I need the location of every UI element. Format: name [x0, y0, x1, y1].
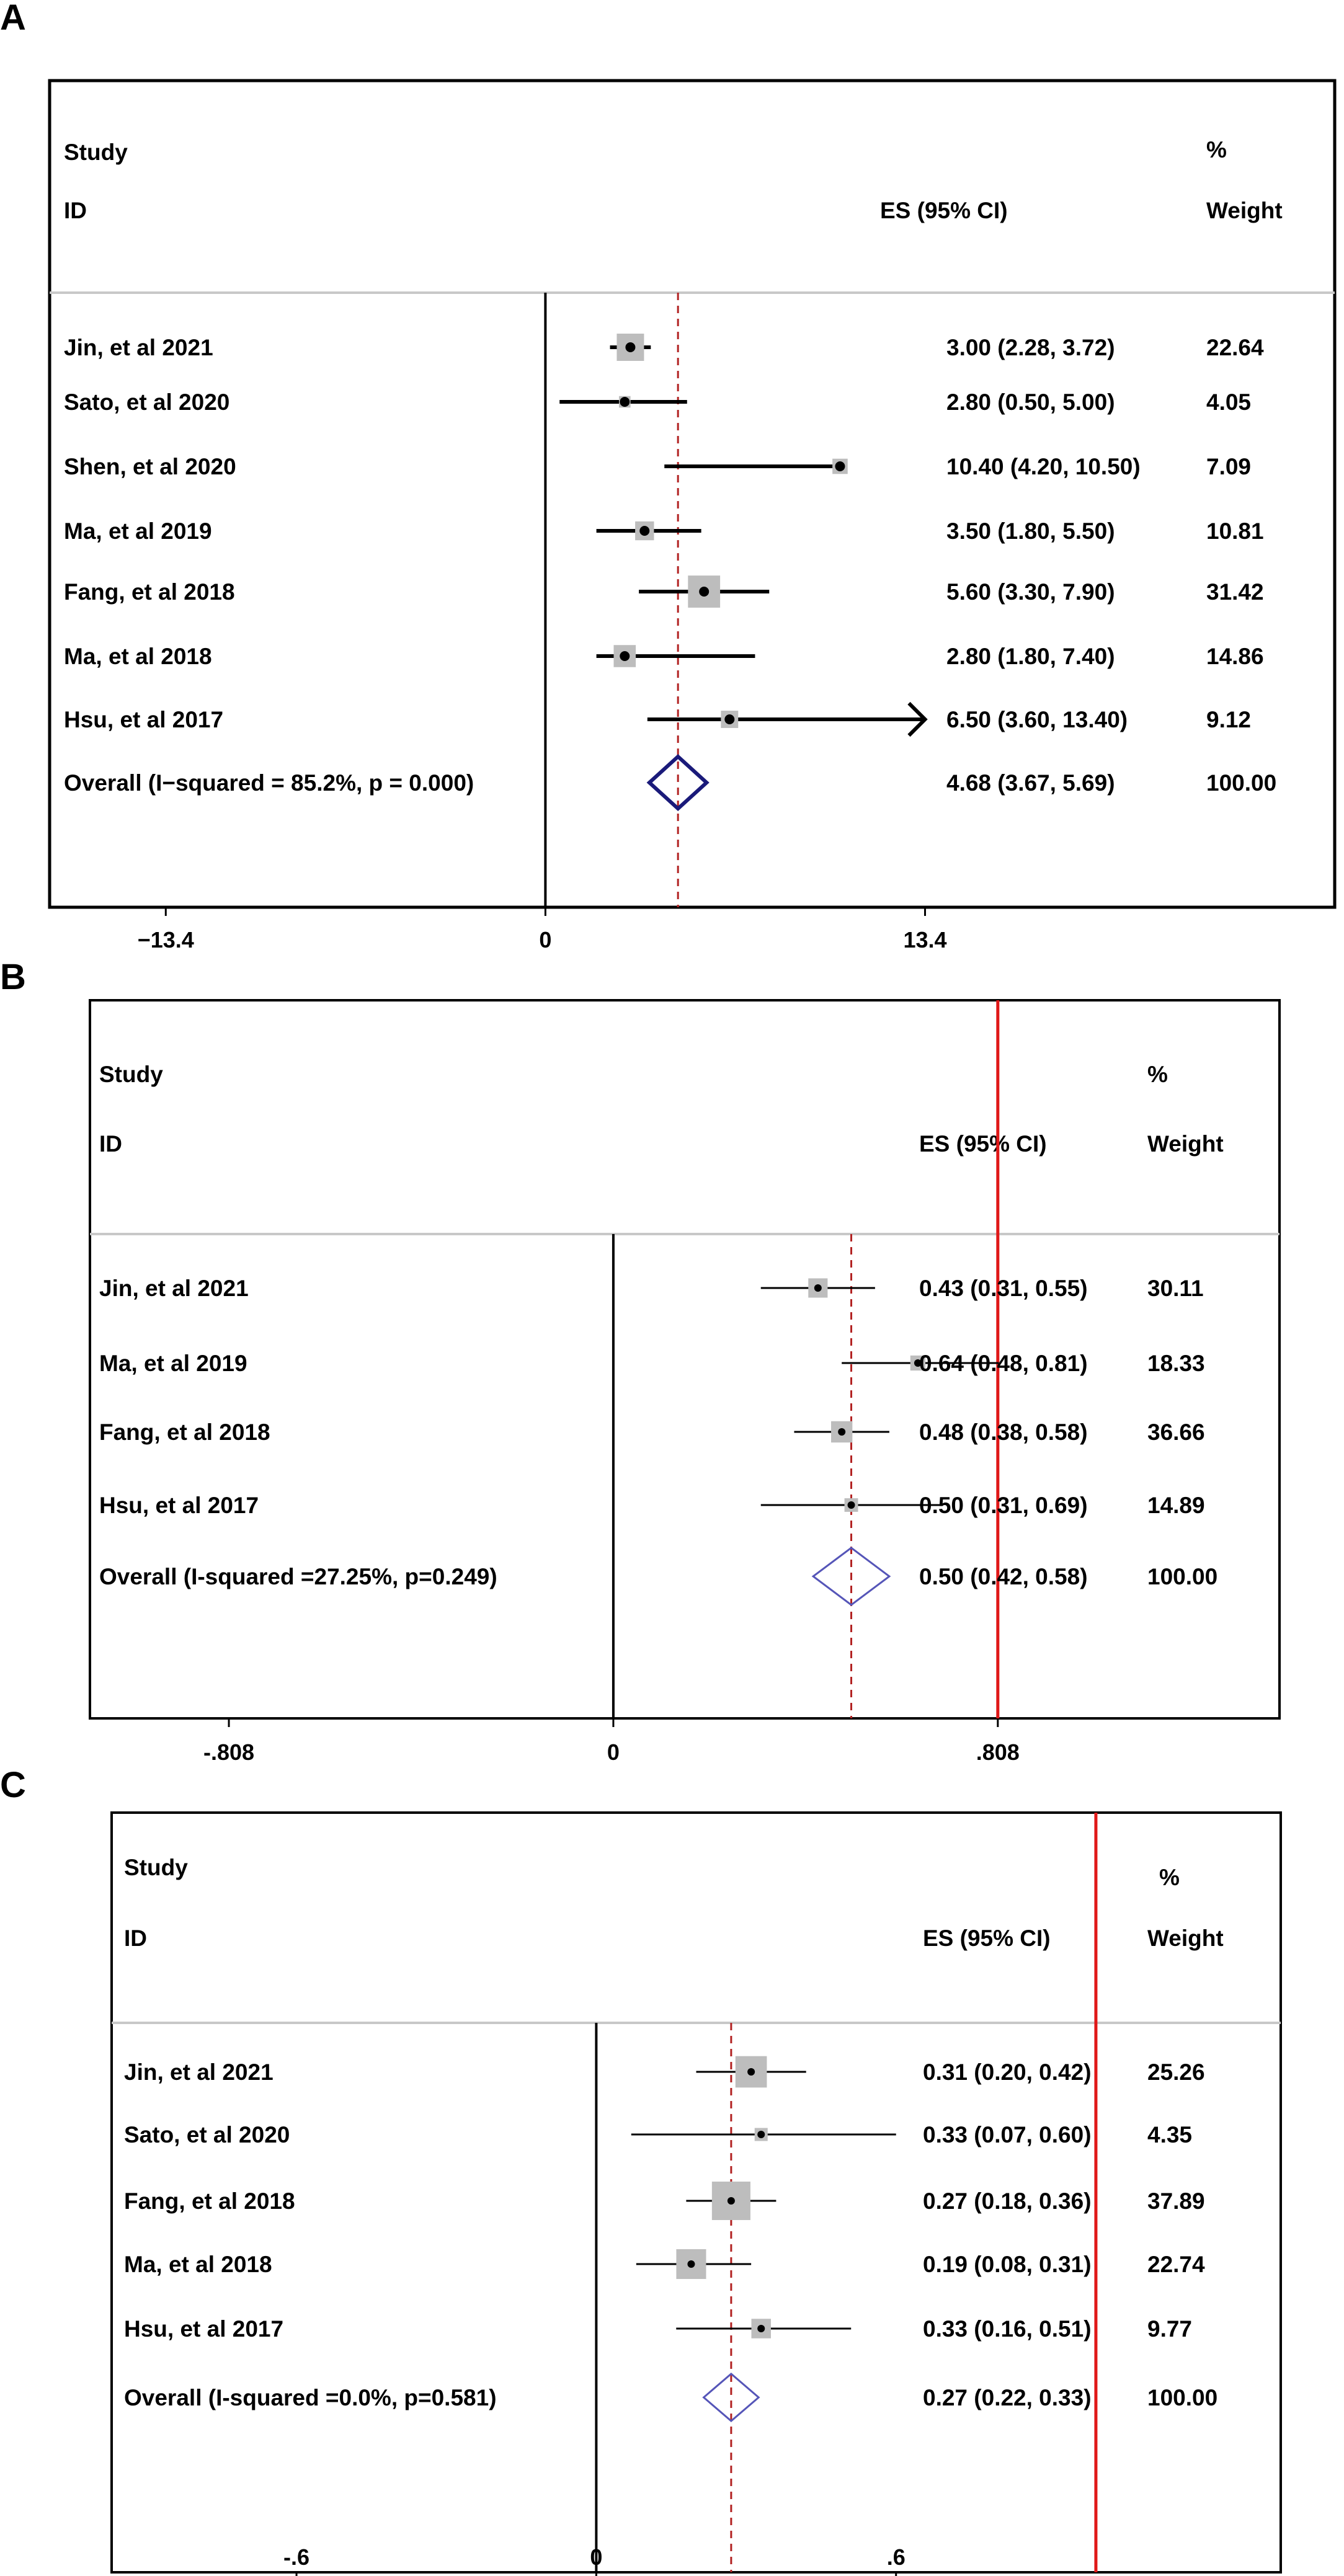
study-label: Fang, et al 2018 [64, 579, 235, 605]
study-label: Fang, et al 2018 [99, 1419, 270, 1445]
panel-a-rows [64, 293, 1276, 953]
study-row [99, 1351, 1205, 1376]
overall-es-value: 0.27 (0.22, 0.33) [923, 2385, 1092, 2410]
panel-b-weight-header: Weight [1147, 1131, 1224, 1157]
overall-weight-value: 100.00 [1206, 770, 1277, 796]
es-value: 0.31 (0.20, 0.42) [923, 2059, 1092, 2085]
study-row [124, 2122, 1192, 2147]
overall-row [124, 2374, 1217, 2421]
axis-tick-label: -.808 [203, 1739, 255, 1765]
weight-value: 25.26 [1147, 2059, 1205, 2085]
panel-c [0, 1765, 1281, 2576]
axis-tick-label: .6 [886, 2544, 906, 2570]
study-row [124, 2056, 1205, 2088]
panel-a-pct-header: % [1206, 137, 1227, 162]
weight-value: 14.89 [1147, 1493, 1205, 1518]
es-value: 3.00 (2.28, 3.72) [946, 335, 1115, 360]
study-row [124, 2182, 1205, 2220]
study-label: Ma, et al 2019 [99, 1351, 247, 1376]
weight-value: 37.89 [1147, 2188, 1205, 2214]
axis-tick-label: 13.4 [903, 927, 947, 953]
axis-tick-label: −13.4 [137, 927, 194, 953]
overall-weight-value: 100.00 [1147, 2385, 1218, 2410]
point-estimate [848, 1501, 855, 1509]
study-row [64, 334, 1264, 361]
study-row [64, 518, 1264, 544]
study-row [64, 454, 1251, 479]
point-estimate [687, 2260, 695, 2268]
panel-b-letter: B [0, 957, 26, 997]
overall-label: Overall (I-squared =0.0%, p=0.581) [124, 2385, 497, 2410]
weight-value: 4.35 [1147, 2122, 1193, 2147]
point-estimate [835, 461, 845, 471]
point-estimate [639, 526, 649, 536]
point-estimate [728, 2197, 735, 2205]
es-value: 2.80 (0.50, 5.00) [946, 389, 1115, 415]
axis-tick-label: 0 [539, 927, 552, 953]
panel-b-frame [90, 1000, 1279, 1718]
panel-c-rows [124, 1813, 1217, 2576]
study-row [99, 1493, 1205, 1518]
study-label: Ma, et al 2019 [64, 518, 212, 544]
weight-value: 18.33 [1147, 1351, 1205, 1376]
es-value: 5.60 (3.30, 7.90) [946, 579, 1115, 605]
weight-value: 31.42 [1206, 579, 1264, 605]
study-label: Shen, et al 2020 [64, 454, 236, 479]
point-estimate [699, 587, 709, 597]
point-estimate [724, 714, 734, 724]
panel-c-pct-header: % [1159, 1865, 1180, 1890]
study-label: Jin, et al 2021 [99, 1276, 249, 1301]
study-label: Hsu, et al 2017 [64, 707, 224, 732]
panel-b [0, 957, 1279, 1765]
es-value: 6.50 (3.60, 13.40) [946, 707, 1128, 732]
panel-a-es-header: ES (95% CI) [880, 198, 1008, 223]
overall-label: Overall (I−squared = 85.2%, p = 0.000) [64, 770, 474, 796]
weight-value: 7.09 [1206, 454, 1252, 479]
panel-c-study-header: Study [124, 1855, 188, 1880]
es-value: 3.50 (1.80, 5.50) [946, 518, 1115, 544]
panel-c-id-header: ID [124, 1925, 147, 1951]
es-value: 0.33 (0.07, 0.60) [923, 2122, 1092, 2147]
es-value: 0.64 (0.48, 0.81) [919, 1351, 1088, 1376]
es-value: 0.33 (0.16, 0.51) [923, 2316, 1092, 2342]
point-estimate [757, 2131, 765, 2138]
study-label: Ma, et al 2018 [64, 644, 212, 669]
overall-weight-value: 100.00 [1147, 1564, 1218, 1589]
point-estimate [620, 651, 630, 661]
panel-b-id-header: ID [99, 1131, 122, 1157]
panel-c-letter: C [0, 1765, 26, 1805]
es-value: 0.19 (0.08, 0.31) [923, 2252, 1092, 2277]
axis-tick-label: 0 [590, 2544, 603, 2570]
panel-a-weight-header: Weight [1206, 198, 1283, 223]
weight-value: 22.74 [1147, 2252, 1205, 2277]
overall-es-value: 4.68 (3.67, 5.69) [946, 770, 1115, 796]
es-value: 2.80 (1.80, 7.40) [946, 644, 1115, 669]
overall-label: Overall (I-squared =27.25%, p=0.249) [99, 1564, 497, 1589]
study-row [64, 644, 1264, 669]
panel-a [0, 0, 1335, 953]
weight-value: 4.05 [1206, 389, 1252, 415]
es-value: 0.48 (0.38, 0.58) [919, 1419, 1088, 1445]
overall-row [64, 757, 1276, 809]
study-label: Fang, et al 2018 [124, 2188, 295, 2214]
panel-a-study-header: Study [64, 140, 128, 165]
study-row [64, 575, 1264, 608]
weight-value: 14.86 [1206, 644, 1264, 669]
point-estimate [814, 1284, 822, 1292]
panel-a-id-header: ID [64, 198, 87, 223]
study-row [64, 703, 1251, 735]
point-estimate [757, 2325, 765, 2332]
overall-es-value: 0.50 (0.42, 0.58) [919, 1564, 1088, 1589]
panel-b-rows [99, 1000, 1217, 1765]
axis-tick-label: .808 [976, 1739, 1020, 1765]
overall-row [99, 1548, 1217, 1605]
es-value: 0.43 (0.31, 0.55) [919, 1276, 1088, 1301]
point-estimate [747, 2068, 755, 2076]
panel-b-pct-header: % [1147, 1062, 1168, 1087]
study-row [99, 1276, 1204, 1301]
study-label: Jin, et al 2021 [64, 335, 213, 360]
point-estimate [620, 397, 630, 407]
study-row [99, 1419, 1205, 1445]
panel-c-weight-header: Weight [1147, 1925, 1224, 1951]
axis-tick-label: -.6 [283, 2544, 310, 2570]
study-label: Sato, et al 2020 [64, 389, 230, 415]
panel-b-es-header: ES (95% CI) [919, 1131, 1047, 1157]
study-row [124, 2249, 1205, 2279]
axis-tick-label: 0 [607, 1739, 620, 1765]
weight-value: 9.12 [1206, 707, 1252, 732]
weight-value: 30.11 [1147, 1276, 1204, 1301]
point-estimate [625, 342, 635, 352]
study-row [124, 2316, 1192, 2342]
es-value: 0.27 (0.18, 0.36) [923, 2188, 1092, 2214]
study-row [64, 389, 1251, 415]
weight-value: 22.64 [1206, 335, 1264, 360]
weight-value: 10.81 [1206, 518, 1264, 544]
point-estimate [838, 1428, 845, 1436]
panel-a-letter: A [0, 0, 26, 38]
weight-value: 36.66 [1147, 1419, 1205, 1445]
panel-c-es-header: ES (95% CI) [923, 1925, 1051, 1951]
es-value: 0.50 (0.31, 0.69) [919, 1493, 1088, 1518]
weight-value: 9.77 [1147, 2316, 1193, 2342]
study-label: Sato, et al 2020 [124, 2122, 290, 2147]
study-label: Ma, et al 2018 [124, 2252, 272, 2277]
study-label: Hsu, et al 2017 [99, 1493, 259, 1518]
study-label: Hsu, et al 2017 [124, 2316, 284, 2342]
es-value: 10.40 (4.20, 10.50) [946, 454, 1141, 479]
panel-b-study-header: Study [99, 1062, 163, 1087]
study-label: Jin, et al 2021 [124, 2059, 274, 2085]
